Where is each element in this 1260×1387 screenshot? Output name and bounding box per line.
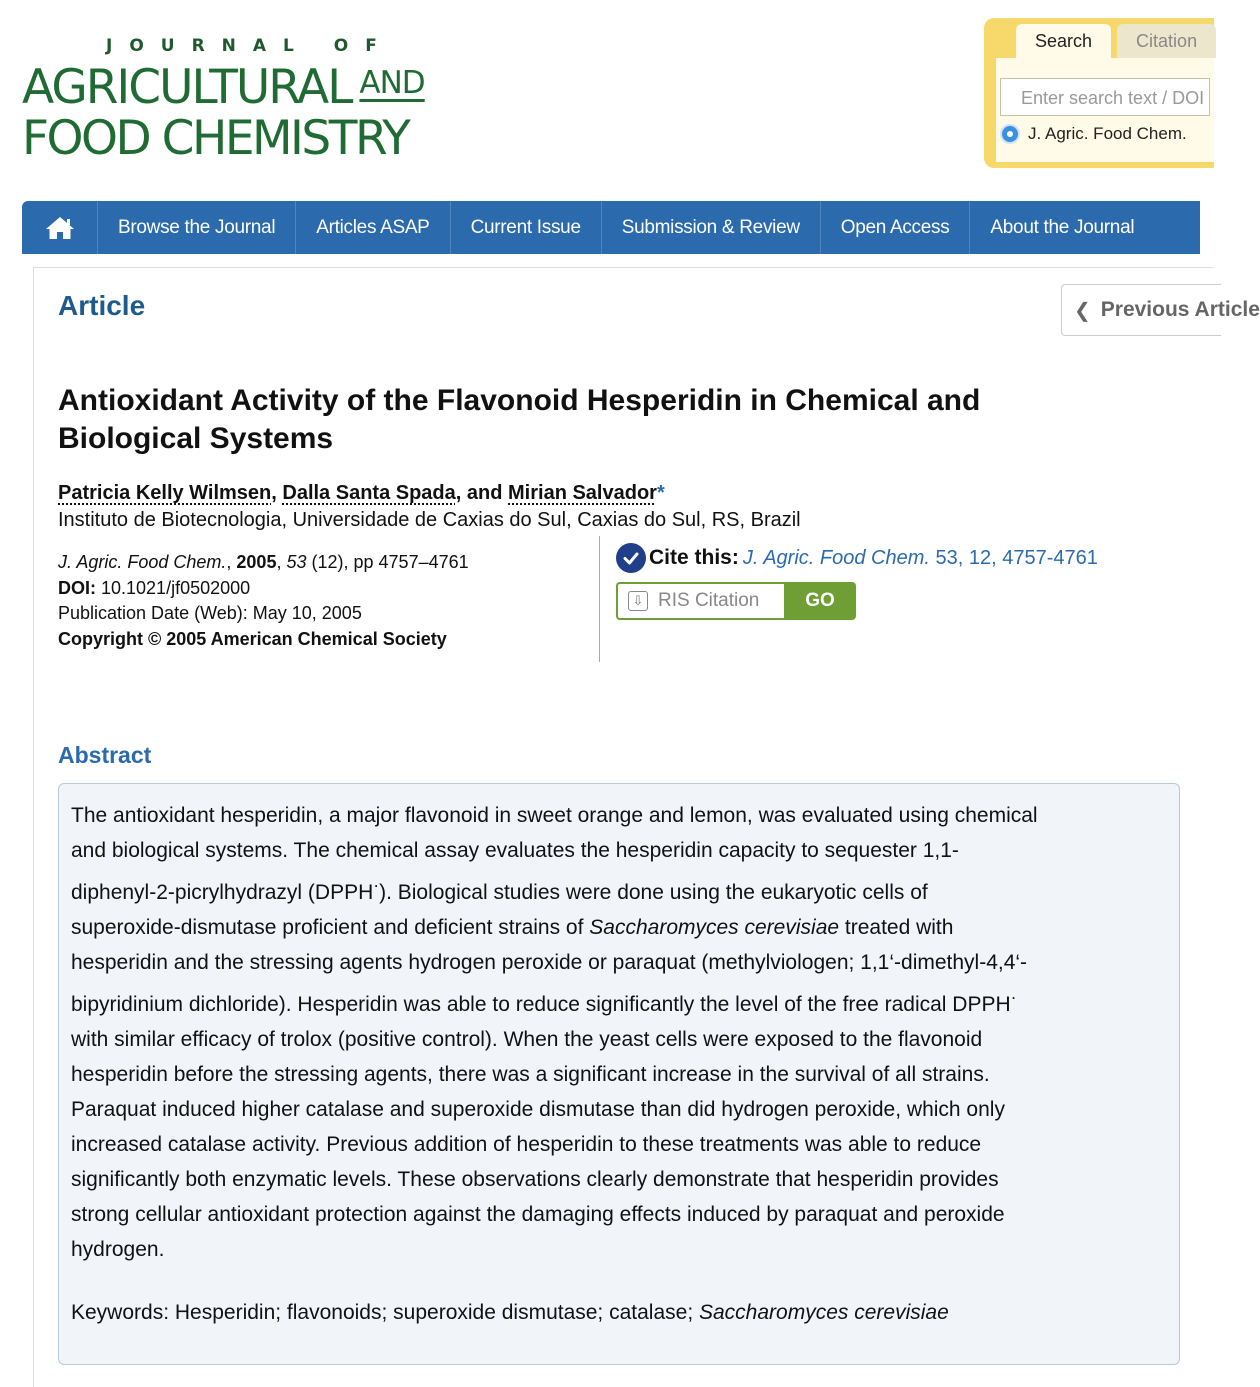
nav-browse-journal[interactable]: Browse the Journal	[98, 201, 296, 254]
checkmark-badge-icon	[616, 543, 646, 573]
meta-volume: 53	[286, 552, 307, 572]
nav-open-access[interactable]: Open Access	[821, 201, 971, 254]
logo-line1	[22, 58, 462, 113]
corresponding-author-mark[interactable]: *	[656, 482, 665, 504]
logo-line2: FOOD CHEMISTRY	[22, 111, 409, 166]
abstract-box	[58, 783, 1180, 1365]
radio-selected-icon[interactable]	[1000, 124, 1020, 144]
copyright: Copyright © 2005 American Chemical Society	[58, 628, 447, 649]
author-link[interactable]: Patricia Kelly Wilmsen	[58, 482, 272, 504]
radical-dot: ·	[1010, 987, 1017, 1007]
nav-about-journal[interactable]: About the Journal	[990, 217, 1135, 238]
meta-divider	[599, 536, 600, 662]
logo-and: AND	[359, 65, 425, 101]
go-button[interactable]: GO	[784, 582, 856, 620]
abstract-text-part: The antioxidant hesperidin, a major flavonoid in sweet orange and lemon, was evaluated using chemical and biological systems. The chemical assay evaluates the hesperidin capacity to sequester 1,1-diphenyl-2-picrylhydrazyl (DPPH	[71, 804, 1038, 904]
previous-article-label: Previous Article	[1100, 298, 1260, 321]
author-link[interactable]: Dalla Santa Spada	[282, 482, 456, 504]
keywords-text: Keywords: Hesperidin; flavonoids; superoxide dismutase; catalase;	[71, 1301, 699, 1324]
meta-year: 2005	[236, 552, 277, 572]
article-title: Antioxidant Activity of the Flavonoid Hesperidin in Chemical and Biological Systems	[58, 384, 981, 455]
search-tabs	[996, 24, 1214, 58]
abstract-species: Saccharomyces cerevisiae	[589, 916, 840, 939]
cite-journal: J. Agric. Food Chem.	[742, 546, 930, 569]
previous-article-button[interactable]	[1061, 284, 1260, 336]
abstract-heading: Abstract	[58, 742, 152, 768]
main-nav	[22, 201, 1200, 254]
doi-line	[58, 576, 469, 602]
abstract-text-part: treated with hesperidin and the stressing agents hydrogen peroxide or paraquat (methylviologen; 1,1‘-dimethyl-4,4‘-bipyridinium dichloride). Hesperidin was able to reduce significantly the level of the free radical DPPH	[71, 916, 1028, 1016]
search-panel	[996, 58, 1214, 162]
logo-journal-of: JOURNAL OF	[106, 36, 394, 56]
ris-citation-label: RIS Citation	[658, 590, 760, 611]
tab-search[interactable]: Search	[1016, 24, 1111, 58]
nav-home[interactable]	[22, 201, 98, 254]
home-icon	[45, 215, 75, 241]
logo-agricultural: AGRICULTURAL	[22, 60, 352, 115]
publication-date: Publication Date (Web): May 10, 2005	[58, 603, 362, 623]
cite-reference[interactable]	[743, 547, 1098, 570]
radical-dot: ·	[373, 875, 380, 895]
tab-citation[interactable]: Citation	[1117, 24, 1216, 58]
cite-this	[616, 543, 1098, 573]
meta-issue-pages: (12), pp 4757–4761	[306, 552, 469, 572]
ris-citation-select[interactable]	[616, 582, 784, 620]
doi-value[interactable]: 10.1021/jf0502000	[96, 577, 251, 598]
search-scope-radio[interactable]	[1000, 124, 1214, 144]
ris-citation-control	[616, 582, 856, 620]
download-icon: ⇩	[628, 591, 648, 611]
nav-submission-review[interactable]: Submission & Review	[602, 201, 821, 254]
nav-articles-asap[interactable]: Articles ASAP	[296, 201, 450, 254]
article-type-label: Article	[58, 290, 146, 321]
cite-this-label: Cite this:	[649, 546, 739, 569]
abstract-text	[71, 798, 1041, 1267]
author-separator: , and	[455, 482, 509, 504]
search-input[interactable]: Enter search text / DOI	[1000, 78, 1210, 116]
chevron-left-icon: ❮	[1074, 299, 1091, 322]
article-metadata	[58, 550, 469, 652]
search-scope-label: J. Agric. Food Chem.	[1028, 124, 1187, 143]
abstract-text-part: ). Biological studies were done using the eukaryotic cells of superoxide-dismutase proficient and deficient strains of	[71, 881, 928, 939]
author-affiliation: Instituto de Biotecnologia, Universidade de Caxias do Sul, Caxias do Sul, RS, Brazil	[58, 509, 801, 531]
abstract-text-part: with similar efficacy of trolox (positive control). When the yeast cells were exposed to the flavonoid hesperidin before the stressing agents, there was a significant increase in the survival of all strains. Paraquat induced higher catalase and superoxide dismutase than did hydrogen peroxide, which only increased catalase activity. Previous addition of hesperidin to these treatments was able to reduce significantly both enzymatic levels. These observations clearly demonstrate that hesperidin provides strong cellular antioxidant protection against the damaging effects induced by paraquat and peroxide hydrogen.	[71, 1028, 1005, 1261]
journal-logo[interactable]	[22, 36, 462, 165]
search-widget	[984, 18, 1214, 168]
cite-volume-pages: 53, 12, 4757-4761	[929, 546, 1098, 569]
citation-line: J. Agric. Food Chem., 2005, 53 (12), pp 4757–4761	[58, 552, 469, 572]
author-separator: ,	[271, 482, 283, 504]
doi-label: DOI:	[58, 577, 96, 598]
author-link[interactable]: Mirian Salvador	[508, 482, 657, 504]
nav-current-issue[interactable]: Current Issue	[451, 201, 602, 254]
keywords-species: Saccharomyces cerevisiae	[699, 1301, 949, 1324]
author-list	[58, 482, 665, 505]
keywords	[71, 1301, 1167, 1325]
meta-journal: J. Agric. Food Chem.	[58, 552, 227, 572]
